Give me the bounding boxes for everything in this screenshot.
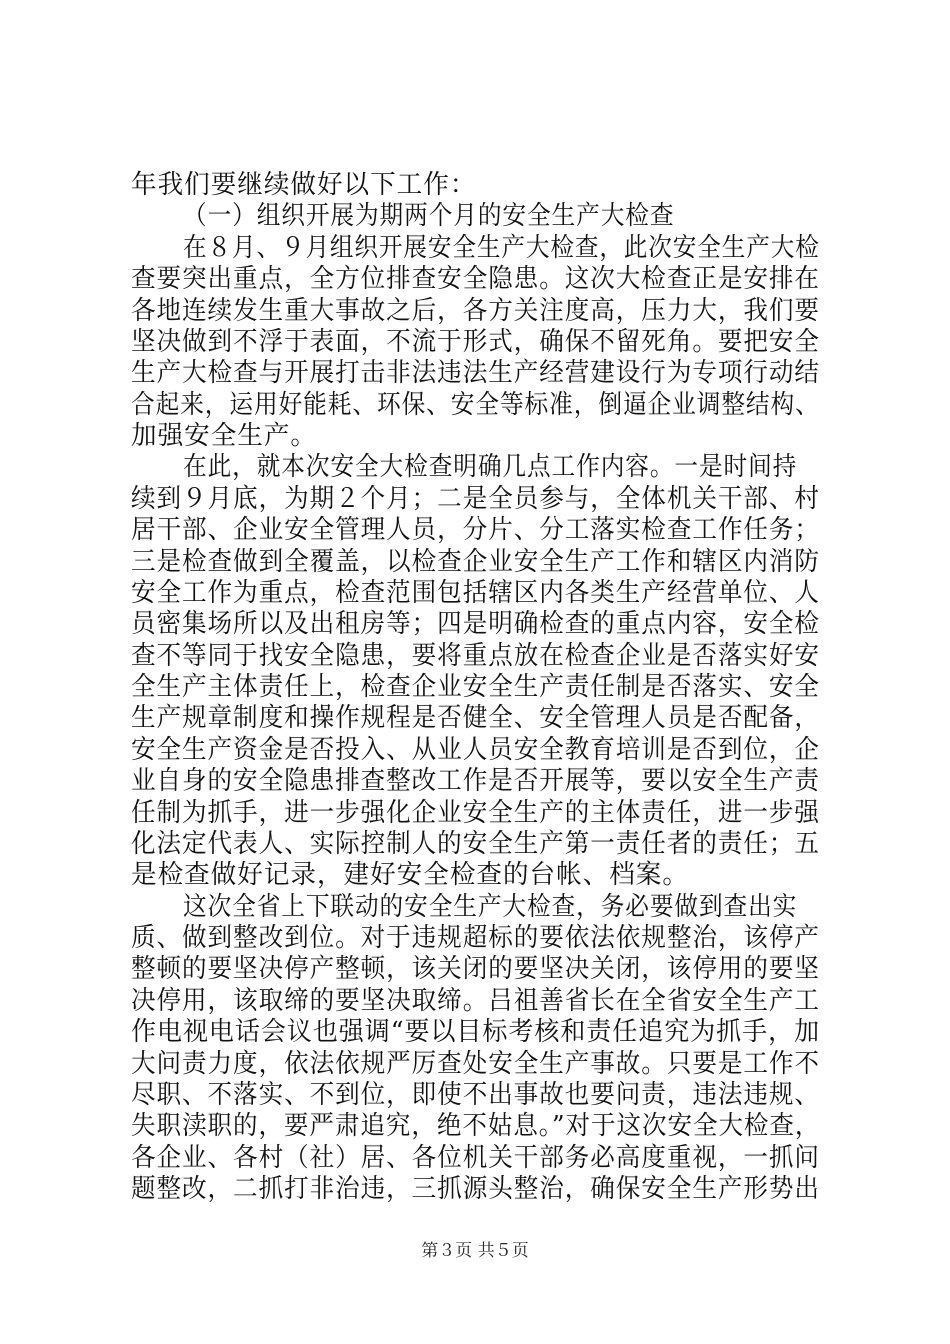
text-line: 合起来，运用好能耗、环保、安全等标准，倒逼企业调整结构、 — [131, 389, 820, 420]
text-line: 生产规章制度和操作规程是否健全、安全管理人员是否配备， — [131, 703, 820, 734]
text-line: 任制为抓手，进一步强化企业安全生产的主体责任，进一步强 — [131, 797, 820, 828]
text-line: 年我们要继续做好以下工作： — [131, 170, 477, 200]
text-line: 安全生产资金是否投入、从业人员安全教育培训是否到位，企 — [131, 734, 820, 765]
text-line: 在此，就本次安全大检查明确几点工作内容。一是时间持 — [183, 452, 798, 483]
text-line: 各地连续发生重大事故之后，各方关注度高，压力大，我们要 — [131, 295, 820, 326]
text-line: 加强安全生产。 — [131, 421, 317, 451]
text-line: 失职渎职的，要严肃追究，绝不姑息。”对于这次安全大检查， — [131, 1111, 821, 1142]
text-line: 题整改，二抓打非治违，三抓源头整治，确保安全生产形势出 — [131, 1174, 820, 1204]
text-line: 居干部、企业安全管理人员，分片、分工落实检查工作任务； — [131, 515, 820, 546]
text-line: 在８月、９月组织开展安全生产大检查，此次安全生产大检 — [183, 232, 820, 263]
text-line: 全生产主体责任上，检查企业安全生产责任制是否落实、安全 — [131, 672, 820, 702]
text-line: 是检查做好记录，建好安全检查的台帐、档案。 — [131, 860, 689, 891]
text-line: 安全工作为重点，检查范围包括辖区内各类生产经营单位、人 — [131, 577, 820, 608]
text-line: 质、做到整改到位。对于违规超标的要依法依规整治，该停产 — [131, 923, 820, 953]
text-line: 大问责力度，依法依规严厉查处安全生产事故。只要是工作不 — [131, 1048, 820, 1079]
text-line: 决停用，该取缔的要坚决取缔。吕祖善省长在全省安全生产工 — [131, 985, 820, 1016]
text-line: 续到９月底，为期２个月；二是全员参与，全体机关干部、村 — [131, 483, 820, 514]
text-line: 三是检查做到全覆盖，以检查企业安全生产工作和辖区内消防 — [131, 546, 820, 577]
text-line: 尽职、不落实、不到位，即使不出事故也要问责，违法违规、 — [131, 1079, 820, 1110]
text-line: 作电视电话会议也强调“要以目标考核和责任追究为抓手，加 — [131, 1017, 821, 1048]
text-line: 员密集场所以及出租房等；四是明确检查的重点内容，安全检 — [131, 609, 820, 640]
section-heading: （一）组织开展为期两个月的安全生产大检查 — [183, 201, 675, 232]
text-line: 查要突出重点，全方位排查安全隐患。这次大检查正是安排在 — [131, 264, 820, 295]
text-line: 这次全省上下联动的安全生产大检查，务必要做到查出实 — [183, 891, 798, 922]
text-line: 坚决做到不浮于表面，不流于形式，确保不留死角。要把安全 — [131, 326, 820, 357]
page-number-footer: 第３页 共５页 — [421, 1241, 529, 1261]
text-line: 整顿的要坚决停产整顿，该关闭的要坚决关闭，该停用的要坚 — [131, 954, 820, 985]
text-line: 化法定代表人、实际控制人的安全生产第一责任者的责任；五 — [131, 828, 820, 859]
text-line: 业自身的安全隐患排查整改工作是否开展等，要以安全生产责 — [131, 766, 820, 797]
text-line: 生产大检查与开展打击非法违法生产经营建设行为专项行动结 — [131, 358, 820, 389]
text-line: 各企业、各村（社）居、各位机关干部务必高度重视，一抓问 — [131, 1142, 820, 1173]
text-line: 查不等同于找安全隐患，要将重点放在检查企业是否落实好安 — [131, 640, 820, 671]
